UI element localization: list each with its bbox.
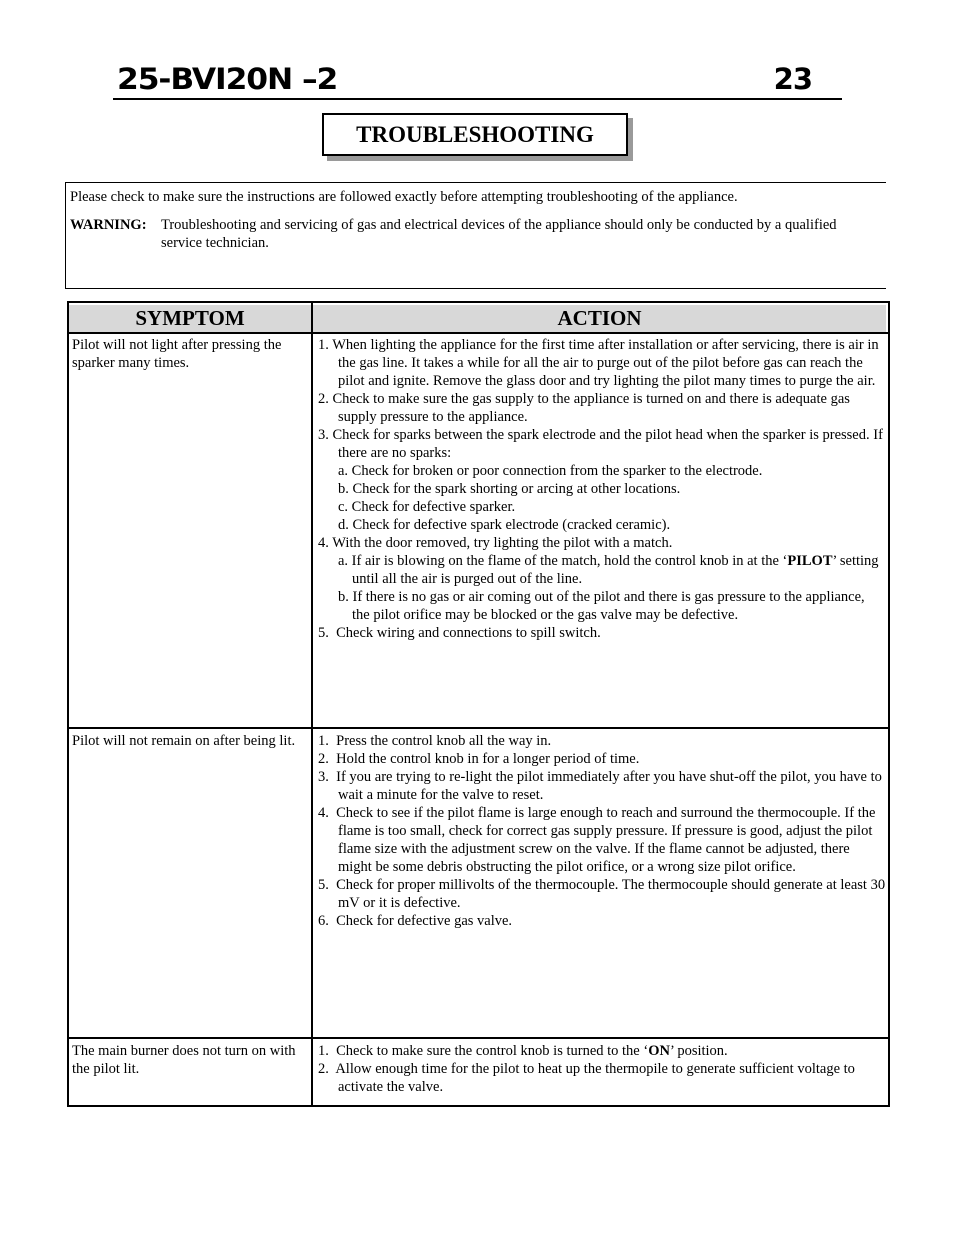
action-substep: c. Check for defective sparker.: [338, 499, 516, 515]
action-substep: b. Check for the spark shorting or arcing at other locations.: [338, 481, 681, 497]
symptom-cell-3: The main burner does not turn on with the pilot lit.: [72, 1043, 296, 1077]
action-substep: d. Check for defective spark electrode (cracked ceramic).: [338, 517, 671, 533]
notice-box: [65, 182, 886, 289]
action-step: 2. Check to make sure the gas supply to the appliance is turned on and there is adequate gas supply pressure to the appliance.: [318, 391, 850, 425]
action-cell-1: [318, 336, 886, 642]
action-substep: b. If there is no gas or air coming out of the pilot and there is gas pressure to the appliance, the pilot orifice may be blocked or the gas valve may be defective.: [338, 589, 865, 623]
action-step: 1. Check to make sure the control knob is turned to the ‘ON’ position.: [318, 1043, 728, 1059]
action-substep: a. Check for broken or poor connection from the sparker to the electrode.: [338, 463, 763, 479]
action-step: 3. If you are trying to re-light the pilot immediately after you have shut-off the pilot, you have to wait a minute for the valve to reset.: [318, 769, 882, 803]
page-number: 23: [773, 62, 812, 96]
action-step: 6. Check for defective gas valve.: [318, 913, 513, 929]
action-step: 4. Check to see if the pilot flame is large enough to reach and surround the thermocouple. If the flame is too small, check for correct gas supply pressure. If pressure is good, adjust the pilot flame size with the adjustment screw on the valve. If the flame cannot be adjusted, there might be some debris obstructing the pilot orifice, or a wrong size pilot orifice.: [318, 805, 876, 875]
warning-text: Troubleshooting and servicing of gas and electrical devices of the appliance should only be conducted by a qualified service technician.: [161, 217, 837, 251]
pilot-setting-label: PILOT: [787, 553, 833, 569]
warning-label: WARNING:: [70, 217, 147, 233]
action-cell-2: [318, 732, 886, 930]
action-step: 3. Check for sparks between the spark electrode and the pilot head when the sparker is pressed. If there are no sparks:: [318, 427, 883, 461]
row-divider-1: [69, 727, 888, 729]
action-step: 1. Press the control knob all the way in.: [318, 733, 552, 749]
action-cell-3: [318, 1042, 886, 1096]
column-divider: [311, 303, 313, 1105]
action-step: 2. Hold the control knob in for a longer period of time.: [318, 751, 640, 767]
action-step: 5. Check wiring and connections to spill switch.: [318, 625, 601, 641]
row-divider-2: [69, 1037, 888, 1039]
action-step: 1. When lighting the appliance for the first time after installation or after servicing, there is air in the gas line. It takes a while for all the air to purge out of the pilot before gas can reach the pilot and ignite. Remove the glass door and try lighting the pilot many times to purge the air.: [318, 337, 879, 389]
action-step: 2. Allow enough time for the pilot to heat up the thermopile to generate sufficient voltage to activate the valve.: [318, 1061, 855, 1095]
page-header: [113, 60, 842, 100]
action-step: 4. With the door removed, try lighting the pilot with a match.: [318, 535, 673, 551]
action-step: 5. Check for proper millivolts of the thermocouple. The thermocouple should generate at least 30 mV or it is defective.: [318, 877, 886, 911]
symptom-cell-2: Pilot will not remain on after being lit.: [72, 733, 296, 749]
on-position-label: ON: [648, 1043, 670, 1059]
symptom-cell-1: Pilot will not light after pressing the sparker many times.: [72, 337, 282, 371]
notice-intro: Please check to make sure the instructions are followed exactly before attempting troubleshooting of the appliance.: [70, 189, 738, 205]
model-number: 25-BVI20N –2: [117, 62, 338, 96]
action-header: ACTION: [313, 305, 886, 332]
header-divider: [69, 332, 888, 334]
symptom-header: SYMPTOM: [69, 305, 311, 332]
section-title: TROUBLESHOOTING: [322, 113, 628, 156]
troubleshooting-table: [67, 301, 890, 1107]
action-substep: a. If air is blowing on the flame of the match, hold the control knob in at the ‘PILOT’ setting until all the air is purged out of the line.: [338, 553, 879, 587]
